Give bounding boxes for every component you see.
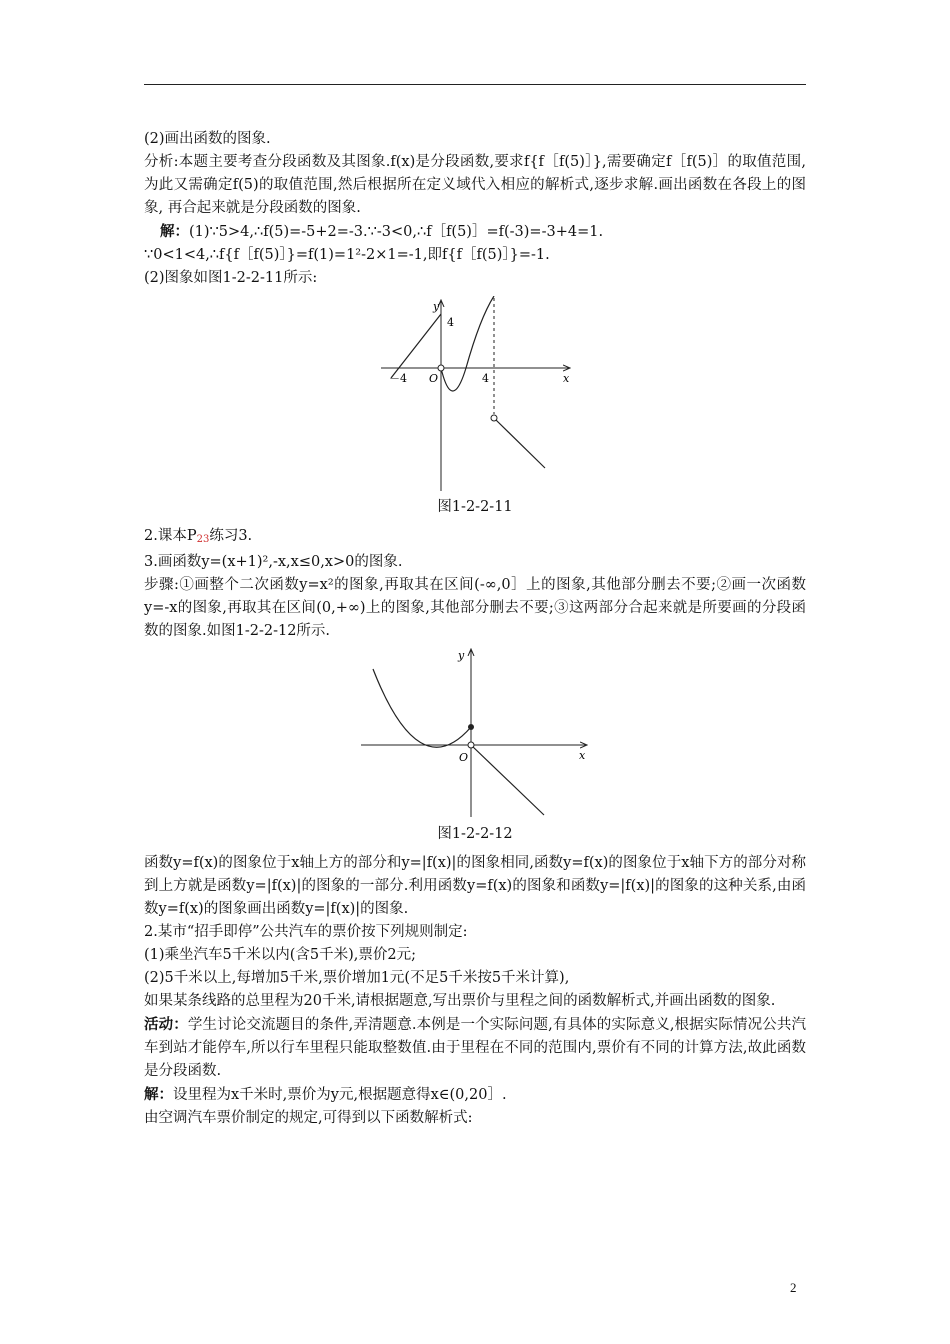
header-rule (144, 84, 806, 85)
text-line: 3.画函数y=(x+1)²,-x,x≤0,x>0的图象. (144, 554, 403, 570)
solution-line (144, 220, 806, 244)
tick-label-x4: 4 (482, 372, 489, 385)
activity-paragraph: 活动：学生讨论交流题目的条件,弄清题意.本例是一个实际问题,有具体的实际意义,根据实际情况公共汽车到站才能停车,所以行车里程只能取整数值.由于里程在不同的范围内,票价有不同的计算方法,故此函数是分段函数. (144, 1016, 806, 1079)
solution-text: (1)∵5>4,∴f(5)=-5+2=-3.∵-3<0,∴f［f(5)］=f(-3)=-3+4=1. (189, 224, 604, 240)
text-paragraph: 如果某条线路的总里程为20千米,请根据题意,写出票价与里程之间的函数解析式,并画出函数的图象. (144, 993, 776, 1009)
open-point-origin (468, 742, 474, 748)
text-line: (2)图象如图1-2-2-11所示: (144, 270, 318, 286)
figure-1-2-2-11 (375, 296, 575, 492)
tick-label-xminus4: －4 (389, 372, 407, 385)
figure-1-2-2-12 (359, 647, 591, 819)
figure-caption: 图1-2-2-12 (437, 826, 513, 842)
origin-label: O (429, 372, 439, 385)
right-line-segment (496, 420, 545, 468)
activity-label: 活动： (144, 1016, 188, 1033)
text-line: 由空调汽车票价制定的规定,可得到以下函数解析式: (144, 1110, 473, 1126)
graph-2-svg (359, 647, 591, 819)
y-axis-label: y (458, 649, 465, 662)
text-line: ∵0<1<4,∴f{f［f(5)］}=f(1)=1²-2×1=-1,即f{f［f(5)］}=-1. (144, 247, 550, 263)
parabola-segment (373, 669, 471, 747)
text-paragraph: 函数y=f(x)的图象位于x轴上方的部分和y=|f(x)|的图象相同,函数y=f(x)的图象位于x轴下方的部分对称到上方就是函数y=|f(x)|的图象的一部分.利用函数y=f(x)的图象和函数y=|f(x)|的图象的这种关系,由函数y=f(x)的图象画出函数y=|f(x)|的图象. (144, 855, 806, 917)
x-axis-label: x (563, 372, 570, 385)
line-segment (471, 745, 544, 815)
x-axis-label: x (579, 749, 586, 762)
solution-label: 解： (160, 223, 189, 240)
text-line: (1)乘坐汽车5千米以内(含5千米),票价2元; (144, 947, 417, 963)
figure-caption: 图1-2-2-11 (437, 499, 513, 515)
tick-label-y4: 4 (447, 316, 454, 329)
page-content (144, 128, 806, 1130)
analysis-paragraph: 分析:本题主要考查分段函数及其图象.f(x)是分段函数,要求f{f［f(5)］},需要确定f［f(5)］的取值范围,为此又需确定f(5)的取值范围,然后根据所在定义域代入相应的解析式,逐步求解.画出函数在各段上的图象, 再合起来就是分段函数的图象. (144, 154, 806, 216)
open-point-right (491, 415, 497, 421)
graph-1-svg (375, 296, 575, 492)
text-line: 2.课本P23练习3. (144, 528, 253, 545)
page-number: 2 (790, 1280, 797, 1295)
y-axis-label: y (433, 300, 440, 313)
open-point-origin (438, 365, 444, 371)
text-line: (2)画出函数的图象. (144, 131, 271, 147)
page-ref-subscript: 23 (196, 534, 210, 545)
text-line: (2)5千米以上,每增加5千米,票价增加1元(不足5千米按5千米计算), (144, 970, 570, 986)
text-line: 2.某市“招手即停”公共汽车的票价按下列规则制定: (144, 924, 468, 940)
solution-line: 解：设里程为x千米时,票价为y元,根据题意得x∈(0,20］. (144, 1086, 507, 1103)
closed-point (468, 724, 474, 730)
solution-label: 解： (144, 1086, 173, 1103)
steps-paragraph: 步骤:①画整个二次函数y=x²的图象,再取其在区间(-∞,0］上的图象,其他部分删去不要;②画一次函数y=-x的图象,再取其在区间(0,+∞)上的图象,其他部分删去不要;③这两部分合起来就是所要画的分段函数的图象.如图1-2-2-12所示. (144, 577, 806, 639)
origin-label: O (459, 751, 469, 764)
